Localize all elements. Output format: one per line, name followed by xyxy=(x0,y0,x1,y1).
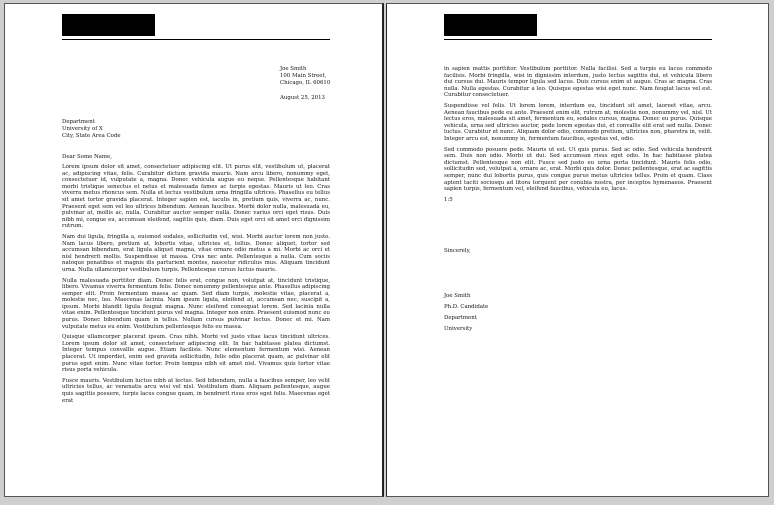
letter-body-page-2 xyxy=(444,66,712,207)
body-paragraph: Nam dui ligula, fringilla a, euismod sodales, sollicitudin vel, wisi. Morbi auctor lorem non justo. Nam lacus libero, pretium at, lobortis vitae, ultricies et, tellus. Donec aliquet, tortor sed accumsan bibendum, erat ligula aliquet magna, vitae ornare odio metus a mi. Morbi ac orci et nisl hendrerit mollis. Suspendisse ut massa. Cras nec ante. Pellentesque a nulla. Cum sociis natoque penatibus et magnis dis parturient montes, nascetur ridiculus mus. Aliquam tincidunt urna. Nulla ullamcorper vestibulum turpis. Pellentesque cursus luctus mauris. xyxy=(62,233,330,273)
recipient-line-3: City, State Area Code xyxy=(62,133,121,139)
sender-name: Joe Smith xyxy=(280,66,307,72)
signature-organization: University xyxy=(444,326,473,332)
closing: Sincerely, xyxy=(444,248,471,254)
body-paragraph: Nulla malesuada porttitor diam. Donec felis erat, congue non, volutpat at, tincidunt tristique, libero. Vivamus viverra fermentum felis. Donec nonummy pellentesque ante. Phasellus adipiscing semper elit. Proin fermentum massa ac quam. Sed diam turpis, molestie vitae, placerat a, molestie nec, leo. Maecenas lacinia. Nam ipsum ligula, eleifend at, accumsan nec, suscipit a, ipsum. Morbi blandit ligula feugiat magna. Nunc eleifend consequat lorem. Sed lacinia nulla vitae enim. Pellentesque tincidunt purus vel magna. Integer non enim. Praesent euismod nunc eu purus. Donec bibendum quam in tellus. Nullam cursus pulvinar lectus. Donec et mi. Nam vulputate metus eu enim. Vestibulum pellentesque felis eu massa. xyxy=(62,277,330,330)
signature-department: Department xyxy=(444,315,477,321)
letter-date: August 25, 2013 xyxy=(280,95,325,101)
body-paragraph: Suspendisse vel felis. Ut lorem lorem, interdum eu, tincidunt sit amet, laoreet vitae, arcu. Aenean faucibus pede eu ante. Praesent enim elit, rutrum at, molestie non, nonummy vel, nisl. Ut lectus eros, malesuada sit amet, fermentum eu, sodales cursus, magna. Donec eu purus. Quisque vehicula, urna sed ultricies auctor, pede lorem egestas dui, et convallis elit erat sed nulla. Donec luctus. Curabitur et nunc. Aliquam dolor odio, commodo pretium, ultricies non, pharetra in, velit. Integer arcu est, nonummy in, fermentum faucibus, egestas vel, odio. xyxy=(444,102,712,142)
body-paragraph: in sapien mattis porttitor. Vestibulum porttitor. Nulla facilisi. Sed a turpis eu lacus commodo facilisis. Morbi fringilla, wisi in dignissim interdum, justo lectus sagittis dui, et vehicula libero dui cursus dui. Mauris tempor ligula sed lacus. Duis cursus enim ut augue. Cras ac magna. Cras nulla. Nulla egestas. Curabitur a leo. Quisque egestas wisi eget nunc. Nam feugiat lacus vel est. Curabitur consectetuer. xyxy=(444,66,712,99)
recipient-line-2: University of X xyxy=(62,126,103,132)
letterhead-logo-block xyxy=(444,14,537,36)
letterhead-logo-block xyxy=(62,14,155,36)
sender-city: Chicago, IL 60610 xyxy=(280,80,331,86)
sender-address xyxy=(280,66,340,102)
letter-page-2 xyxy=(386,3,769,497)
signature-title: Ph.D. Candidate xyxy=(444,304,489,310)
recipient-line-1: Department xyxy=(62,119,95,125)
salutation: Dear Some Name, xyxy=(62,154,112,160)
letterhead-rule xyxy=(444,39,712,40)
letterhead-rule xyxy=(62,39,330,40)
enclosure-note: 1:5 xyxy=(444,196,453,203)
body-paragraph: Sed commodo posuere pede. Mauris ut est. Ut quis purus. Sed ac odio. Sed vehicula hendrerit sem. Duis non odio. Morbi ut dui. Sed accumsan risus eget odio. In hac habitasse platea dictumst. Pellentesque non elit. Fusce sed justo eu urna porta tincidunt. Mauris felis odio, sollicitudin sed, volutpat a, ornare ac, erat. Morbi quis dolor. Donec pellentesque, erat ac sagittis semper, nunc dui lobortis purus, quis congue purus metus ultricies tellus. Proin et quam. Class aptent taciti sociosqu ad litora torquent per conubia nostra, per inceptos hymenaeos. Praesent sapien turpis, fermentum vel, eleifend faucibus, vehicula eu, lacus. xyxy=(444,146,712,193)
signature-name: Joe Smith xyxy=(444,293,471,299)
letter-body-page-1 xyxy=(62,164,330,408)
signature-block xyxy=(444,291,564,335)
recipient-address xyxy=(62,119,182,140)
letter-page-1 xyxy=(4,3,384,497)
body-paragraph: Fusce mauris. Vestibulum luctus nibh at lectus. Sed bibendum, nulla a faucibus semper, leo velit ultricies tellus, ac venenatis arcu wisi vel nisl. Vestibulum diam. Aliquam pellentesque, augue quis sagittis posuere, turpis lacus congue quam, in hendrerit risus eros eget felis. Maecenas eget erat xyxy=(62,377,330,404)
sender-street: 100 Main Street, xyxy=(280,73,327,79)
body-paragraph: Quisque ullamcorper placerat ipsum. Cras nibh. Morbi vel justo vitae lacus tincidunt ultrices. Lorem ipsum dolor sit amet, consectetuer adipiscing elit. In hac habitasse platea dictumst. Integer tempus convallis augue. Etiam facilisis. Nunc elementum fermentum wisi. Aenean placerat. Ut imperdiet, enim sed gravida sollicitudin, felis odio placerat quam, ac pulvinar elit purus eget enim. Nunc vitae tortor. Proin tempus nibh sit amet nisl. Vivamus quis tortor vitae risus porta vehicula. xyxy=(62,334,330,374)
body-paragraph: Lorem ipsum dolor sit amet, consectetuer adipiscing elit. Ut purus elit, vestibulum ut, placerat ac, adipiscing vitae, felis. Curabitur dictum gravida mauris. Nam arcu libero, nonummy eget, consectetuer id, vulputate a, magna. Donec vehicula augue eu neque. Pellentesque habitant morbi tristique senectus et netus et malesuada fames ac turpis egestas. Mauris ut leo. Cras viverra metus rhoncus sem. Nulla et lectus vestibulum urna fringilla ultrices. Phasellus eu tellus sit amet tortor gravida placerat. Integer sapien est, iaculis in, pretium quis, viverra ac, nunc. Praesent eget sem vel leo ultrices bibendum. Aenean faucibus. Morbi dolor nulla, malesuada eu, pulvinar at, mollis ac, nulla. Curabitur auctor semper nulla. Donec varius orci eget risus. Duis nibh mi, congue eu, accumsan eleifend, sagittis quis, diam. Duis eget orci sit amet orci dignissim rutrum. xyxy=(62,164,330,230)
